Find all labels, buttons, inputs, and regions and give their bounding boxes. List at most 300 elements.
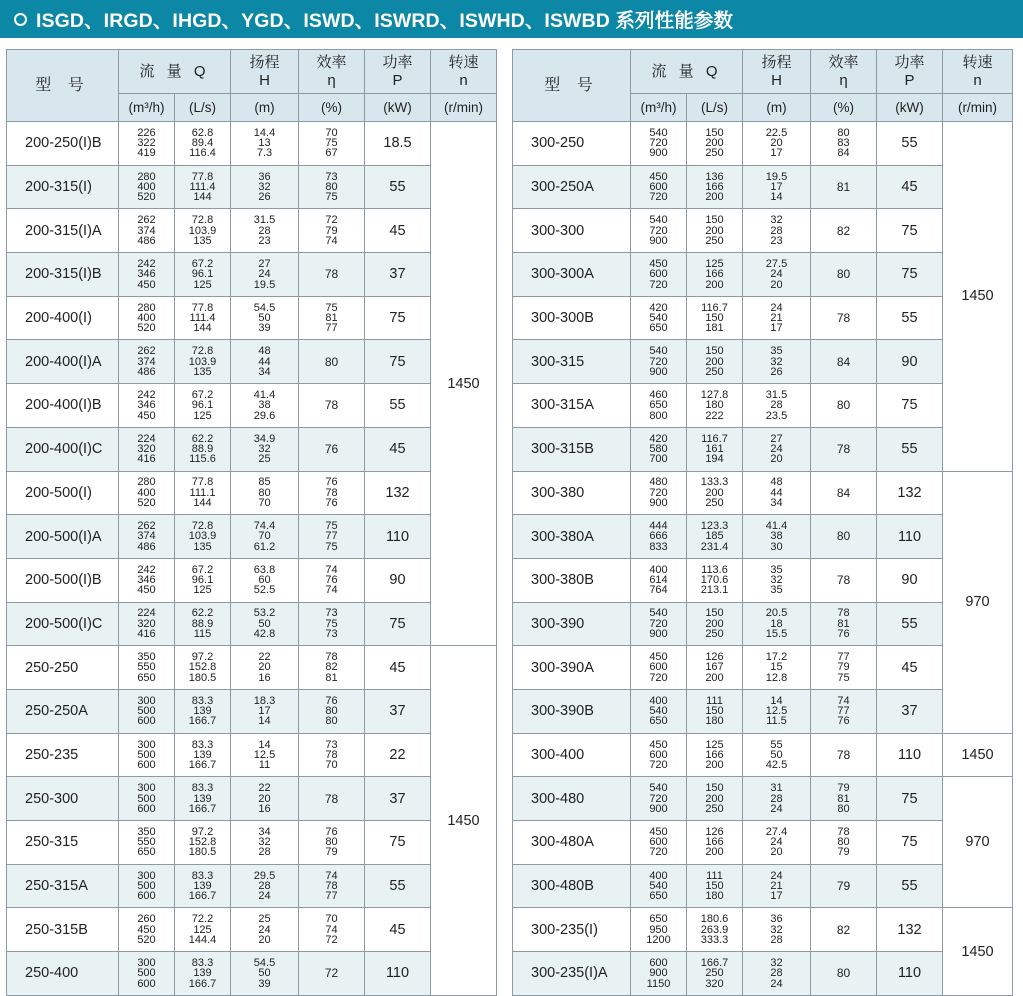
- model-cell: 300-300B: [513, 296, 631, 340]
- q_ls-line: 135: [193, 234, 212, 247]
- q_m3h-line: 540: [649, 214, 668, 227]
- head-cell: [743, 122, 811, 166]
- q_ls-line: 97.2: [191, 651, 214, 664]
- h-line: 16: [258, 802, 271, 815]
- flow-m3h-cell: [631, 821, 687, 865]
- q_m3h-line: 900: [649, 147, 668, 160]
- table-row: [513, 122, 1013, 166]
- q_m3h-line: 764: [649, 584, 668, 597]
- q_ls-line: 139: [193, 792, 212, 805]
- q_m3h-line: 280: [137, 476, 156, 489]
- efficiency-cell: [299, 427, 365, 471]
- model-cell: 250-250A: [7, 689, 119, 733]
- h-line: 17: [770, 322, 783, 335]
- model-cell: 300-315A: [513, 384, 631, 428]
- power-cell: 45: [877, 646, 943, 690]
- q_m3h-line: 400: [649, 694, 668, 707]
- q_m3h-line: 520: [137, 322, 156, 335]
- h-line: 55: [770, 738, 783, 751]
- table-row: [7, 296, 497, 340]
- q_m3h-line: 650: [649, 715, 668, 728]
- eff-line: 80: [325, 836, 338, 849]
- q_ls-line: 116.7: [701, 301, 728, 314]
- head-cell: [231, 471, 299, 515]
- eff-line: 80: [324, 354, 339, 369]
- efficiency-cell: [811, 908, 877, 952]
- q_ls-line: 150: [705, 705, 724, 718]
- q_m3h-line: 540: [649, 607, 668, 620]
- flow-m3h-cell: [119, 952, 175, 996]
- header-efficiency-unit: (%): [811, 94, 877, 122]
- header-speed: [431, 50, 497, 94]
- q_ls-line: 72.8: [191, 520, 214, 533]
- table-row: [7, 733, 497, 777]
- q_m3h-line: 600: [649, 748, 668, 761]
- power-cell: 55: [365, 165, 431, 209]
- eff-line: 77: [325, 890, 338, 903]
- q_m3h-line: 242: [137, 257, 156, 270]
- q_m3h-line: 540: [649, 879, 668, 892]
- eff-line: 76: [325, 496, 338, 509]
- eff-line: 74: [325, 584, 338, 597]
- efficiency-cell: [811, 427, 877, 471]
- q_ls-line: 144.4: [188, 933, 217, 946]
- q_m3h-line: 650: [649, 399, 668, 412]
- h-line: 31: [770, 782, 783, 795]
- q_ls-line: 166.7: [188, 802, 217, 815]
- flow-m3h-cell: [119, 165, 175, 209]
- flow-m3h-cell: [119, 122, 175, 166]
- eff-line: 78: [325, 651, 338, 664]
- q_ls-line: 96.1: [191, 574, 214, 587]
- q_m3h-line: 450: [649, 170, 668, 183]
- q_m3h-line: 500: [137, 705, 156, 718]
- h-line: 19.5: [253, 278, 276, 291]
- eff-line: 73: [325, 607, 338, 620]
- power-cell: 75: [365, 602, 431, 646]
- model-cell: 300-235(I): [513, 908, 631, 952]
- power-cell: 45: [365, 427, 431, 471]
- h-line: 30: [770, 540, 783, 553]
- eff-line: 80: [837, 836, 850, 849]
- flow-m3h-cell: [631, 689, 687, 733]
- q_m3h-line: 900: [649, 365, 668, 378]
- h-line: 54.5: [253, 956, 276, 969]
- h-line: 24: [770, 268, 783, 281]
- h-line: 24: [770, 836, 783, 849]
- eff-line: 75: [325, 191, 338, 204]
- h-line: 25: [258, 913, 271, 926]
- q_m3h-line: 450: [649, 825, 668, 838]
- flow-m3h-cell: [631, 602, 687, 646]
- h-line: 85: [258, 476, 271, 489]
- flow-ls-cell: [175, 864, 231, 908]
- flow-ls-cell: [175, 122, 231, 166]
- header-flow-ls: (L/s): [687, 94, 743, 122]
- model-cell: 250-315B: [7, 908, 119, 952]
- eff-line: 80: [325, 180, 338, 193]
- h-line: 70: [258, 496, 271, 509]
- model-cell: 250-315: [7, 821, 119, 865]
- q_ls-line: 96.1: [191, 399, 214, 412]
- h-line: 74.4: [253, 520, 276, 533]
- h-line: 80: [258, 486, 271, 499]
- head-cell: [231, 689, 299, 733]
- head-cell: [231, 602, 299, 646]
- table-row: [513, 384, 1013, 428]
- h-line: 32: [770, 956, 783, 969]
- table-row: [513, 558, 1013, 602]
- h-line: 35: [770, 584, 783, 597]
- flow-ls-cell: [175, 821, 231, 865]
- efficiency-cell: [299, 122, 365, 166]
- q_m3h-line: 226: [137, 126, 156, 139]
- header-efficiency: [811, 50, 877, 94]
- q_m3h-line: 540: [649, 782, 668, 795]
- q_m3h-line: 320: [137, 617, 156, 630]
- h-line: 32: [770, 214, 783, 227]
- eff-line: 78: [836, 310, 851, 325]
- h-line: 24: [258, 268, 271, 281]
- power-cell: 75: [365, 340, 431, 384]
- power-cell: 55: [877, 864, 943, 908]
- q_m3h-line: 720: [649, 846, 668, 859]
- q_m3h-line: 450: [137, 409, 156, 422]
- h-line: 28: [770, 933, 783, 946]
- power-cell: 75: [365, 296, 431, 340]
- flow-ls-cell: [175, 646, 231, 690]
- h-line: 28: [258, 879, 271, 892]
- flow-m3h-cell: [631, 427, 687, 471]
- h-line: 14: [770, 191, 783, 204]
- table-row: [7, 777, 497, 821]
- h-line: 12.5: [765, 705, 788, 718]
- flow-ls-cell: [687, 646, 743, 690]
- header-efficiency-label: 效率: [828, 53, 859, 71]
- q_m3h-line: 280: [137, 301, 156, 314]
- head-cell: [231, 733, 299, 777]
- eff-line: 76: [324, 442, 339, 456]
- table-row: [7, 558, 497, 602]
- power-cell: 90: [877, 558, 943, 602]
- eff-line: 79: [837, 661, 850, 674]
- h-line: 28: [258, 224, 271, 237]
- h-line: 60: [258, 574, 271, 587]
- q_m3h-line: 720: [649, 191, 668, 204]
- power-cell: 45: [877, 165, 943, 209]
- q_ls-line: 213.1: [700, 584, 729, 597]
- table-row: [513, 209, 1013, 253]
- head-cell: [743, 427, 811, 471]
- q_ls-line: 126: [705, 825, 724, 838]
- model-cell: 300-390A: [513, 646, 631, 690]
- h-line: 61.2: [253, 540, 276, 553]
- q_ls-line: 250: [705, 147, 724, 160]
- flow-m3h-cell: [119, 864, 175, 908]
- q_ls-line: 250: [705, 802, 724, 815]
- header-power-symbol: P: [392, 71, 403, 89]
- table-row: [513, 253, 1013, 297]
- q_m3h-line: 374: [137, 224, 156, 237]
- q_m3h-line: 400: [137, 311, 156, 324]
- q_m3h-line: 720: [649, 278, 668, 291]
- flow-m3h-cell: [631, 340, 687, 384]
- h-line: 20: [770, 137, 783, 150]
- q_m3h-line: 486: [137, 234, 156, 247]
- q_ls-line: 194: [705, 453, 724, 466]
- flow-m3h-cell: [631, 558, 687, 602]
- table-row: [7, 165, 497, 209]
- flow-ls-cell: [687, 864, 743, 908]
- efficiency-cell: [299, 646, 365, 690]
- model-cell: 300-250A: [513, 165, 631, 209]
- h-line: 20: [258, 661, 271, 674]
- efficiency-cell: [299, 689, 365, 733]
- eff-line: 77: [325, 530, 338, 543]
- head-cell: [231, 427, 299, 471]
- flow-m3h-cell: [119, 427, 175, 471]
- power-cell: 18.5: [365, 122, 431, 166]
- model-cell: 200-500(I)B: [7, 558, 119, 602]
- q_ls-line: 180.5: [188, 846, 217, 859]
- q_ls-line: 115: [193, 628, 212, 641]
- flow-ls-cell: [687, 908, 743, 952]
- model-cell: 200-400(I): [7, 296, 119, 340]
- eff-line: 76: [325, 694, 338, 707]
- h-line: 18.3: [253, 694, 276, 707]
- eff-line: 78: [325, 486, 338, 499]
- q_ls-line: 139: [193, 879, 212, 892]
- q_m3h-line: 600: [649, 836, 668, 849]
- h-line: 48: [770, 476, 783, 489]
- q_ls-line: 166.7: [188, 890, 217, 903]
- q_m3h-line: 650: [649, 322, 668, 335]
- q_m3h-line: 720: [649, 355, 668, 368]
- h-line: 27: [258, 257, 271, 270]
- efficiency-cell: [299, 864, 365, 908]
- power-cell: 55: [365, 384, 431, 428]
- flow-ls-cell: [175, 602, 231, 646]
- flow-m3h-cell: [631, 384, 687, 428]
- eff-line: 70: [325, 913, 338, 926]
- eff-line: 75: [325, 137, 338, 150]
- q_m3h-line: 374: [137, 355, 156, 368]
- header-head-symbol: H: [771, 71, 782, 89]
- speed-cell: 970: [943, 777, 1013, 908]
- q_ls-line: 200: [705, 846, 724, 859]
- header-speed-symbol: n: [459, 71, 468, 89]
- table-row: [513, 689, 1013, 733]
- h-line: 32: [258, 180, 271, 193]
- header-efficiency-symbol: η: [839, 71, 848, 89]
- table-row: [513, 952, 1013, 996]
- head-cell: [743, 952, 811, 996]
- h-line: 17: [258, 705, 271, 718]
- header-efficiency-symbol: η: [327, 71, 336, 89]
- flow-ls-cell: [175, 558, 231, 602]
- q_ls-line: 152.8: [188, 661, 217, 674]
- h-line: 32: [770, 355, 783, 368]
- q_ls-line: 167: [705, 661, 724, 674]
- eff-line: 81: [837, 617, 850, 630]
- eff-line: 79: [836, 878, 851, 893]
- power-cell: 90: [877, 340, 943, 384]
- h-line: 13: [258, 137, 271, 150]
- q_ls-line: 144: [193, 496, 212, 509]
- h-line: 22.5: [765, 126, 788, 139]
- q_m3h-line: 900: [649, 802, 668, 815]
- q_m3h-line: 242: [137, 563, 156, 576]
- eff-line: 79: [325, 846, 338, 859]
- efficiency-cell: [299, 340, 365, 384]
- eff-line: 79: [325, 224, 338, 237]
- q_ls-line: 135: [193, 365, 212, 378]
- q_m3h-line: 720: [649, 486, 668, 499]
- eff-line: 75: [837, 671, 850, 684]
- h-line: 24: [770, 443, 783, 455]
- q_m3h-line: 540: [649, 345, 668, 358]
- q_ls-line: 62.8: [191, 126, 214, 139]
- power-cell: 45: [365, 209, 431, 253]
- h-line: 24: [770, 301, 783, 314]
- q_m3h-line: 540: [649, 705, 668, 718]
- head-cell: [231, 209, 299, 253]
- table-body-left: [7, 122, 497, 996]
- model-cell: 200-315(I)A: [7, 209, 119, 253]
- q_m3h-line: 420: [649, 432, 668, 445]
- efficiency-cell: [811, 646, 877, 690]
- power-cell: 75: [877, 821, 943, 865]
- h-line: 38: [258, 399, 271, 412]
- eff-line: 81: [325, 311, 338, 324]
- head-cell: [743, 646, 811, 690]
- head-cell: [743, 689, 811, 733]
- q_ls-line: 166.7: [700, 956, 729, 969]
- model-cell: 200-315(I)B: [7, 253, 119, 297]
- q_m3h-line: 700: [649, 453, 668, 466]
- h-line: 24: [770, 977, 783, 990]
- speed-cell: 1450: [943, 733, 1013, 777]
- eff-line: 80: [836, 966, 851, 981]
- h-line: 39: [258, 322, 271, 335]
- model-cell: 250-235: [7, 733, 119, 777]
- h-line: 25: [258, 453, 271, 466]
- eff-line: 82: [836, 223, 851, 238]
- h-line: 34: [770, 496, 783, 509]
- flow-ls-cell: [687, 471, 743, 515]
- efficiency-cell: [811, 733, 877, 777]
- circle-bullet-icon: [14, 13, 27, 26]
- table-row: [7, 821, 497, 865]
- flow-ls-cell: [687, 165, 743, 209]
- power-cell: 37: [877, 689, 943, 733]
- q_m3h-line: 950: [649, 923, 668, 936]
- h-line: 24: [770, 802, 783, 815]
- model-cell: 250-400: [7, 952, 119, 996]
- q_ls-line: 103.9: [188, 355, 217, 368]
- q_ls-line: 200: [705, 137, 724, 150]
- head-cell: [231, 646, 299, 690]
- h-line: 50: [770, 748, 783, 761]
- efficiency-cell: [299, 777, 365, 821]
- h-line: 15.5: [765, 628, 788, 641]
- model-cell: 300-480A: [513, 821, 631, 865]
- flow-m3h-cell: [119, 646, 175, 690]
- h-line: 54.5: [253, 301, 276, 314]
- header-speed-unit: (r/min): [431, 94, 497, 122]
- q_m3h-line: 322: [137, 137, 156, 150]
- q_ls-line: 77.8: [191, 301, 214, 314]
- q_m3h-line: 833: [649, 540, 668, 553]
- power-cell: 75: [877, 384, 943, 428]
- q_ls-line: 89.4: [191, 137, 214, 150]
- q_ls-line: 181: [705, 322, 724, 335]
- table-row: [513, 821, 1013, 865]
- h-line: 7.3: [256, 147, 273, 160]
- flow-m3h-cell: [631, 296, 687, 340]
- header-head: [231, 50, 299, 94]
- h-line: 27.5: [765, 257, 788, 270]
- q_ls-line: 111.4: [189, 311, 216, 324]
- flow-m3h-cell: [631, 515, 687, 559]
- flow-m3h-cell: [119, 602, 175, 646]
- model-cell: 200-250(I)B: [7, 122, 119, 166]
- eff-line: 78: [324, 267, 339, 282]
- q_m3h-line: 500: [137, 792, 156, 805]
- q_ls-line: 144: [193, 191, 212, 204]
- header-flow-ls: (L/s): [175, 94, 231, 122]
- model-cell: 200-500(I)C: [7, 602, 119, 646]
- q_ls-line: 144: [193, 322, 212, 335]
- eff-line: 76: [837, 715, 850, 728]
- efficiency-cell: [811, 384, 877, 428]
- q_m3h-line: 550: [137, 661, 156, 674]
- flow-ls-cell: [175, 908, 231, 952]
- q_ls-line: 150: [705, 345, 724, 358]
- flow-ls-cell: [175, 165, 231, 209]
- h-line: 44: [770, 486, 783, 499]
- q_ls-line: 320: [705, 977, 724, 990]
- model-cell: 300-480B: [513, 864, 631, 908]
- q_m3h-line: 520: [137, 191, 156, 204]
- h-line: 23: [258, 234, 271, 247]
- eff-line: 80: [325, 705, 338, 718]
- flow-ls-cell: [687, 340, 743, 384]
- performance-table-right: [512, 49, 1013, 996]
- eff-line: 83: [837, 137, 850, 150]
- head-cell: [231, 515, 299, 559]
- q_ls-line: 152.8: [188, 836, 217, 849]
- q_ls-line: 116.7: [701, 432, 728, 445]
- eff-line: 78: [836, 442, 851, 456]
- eff-line: 78: [325, 879, 338, 892]
- eff-line: 73: [325, 170, 338, 183]
- q_m3h-line: 419: [137, 147, 156, 160]
- table-row: [513, 646, 1013, 690]
- q_ls-line: 77.8: [191, 476, 214, 489]
- header-power-unit: (kW): [365, 94, 431, 122]
- q_ls-line: 116.4: [189, 147, 216, 160]
- q_m3h-line: 300: [137, 956, 156, 969]
- table-row: [7, 952, 497, 996]
- flow-ls-cell: [175, 689, 231, 733]
- flow-m3h-cell: [119, 689, 175, 733]
- table-row: [7, 471, 497, 515]
- head-cell: [231, 384, 299, 428]
- table-row: [7, 384, 497, 428]
- h-line: 17: [770, 180, 783, 193]
- page-title: ISGD、IRGD、IHGD、YGD、ISWD、ISWRD、ISWHD、ISWBD 系列性能参数: [36, 10, 734, 32]
